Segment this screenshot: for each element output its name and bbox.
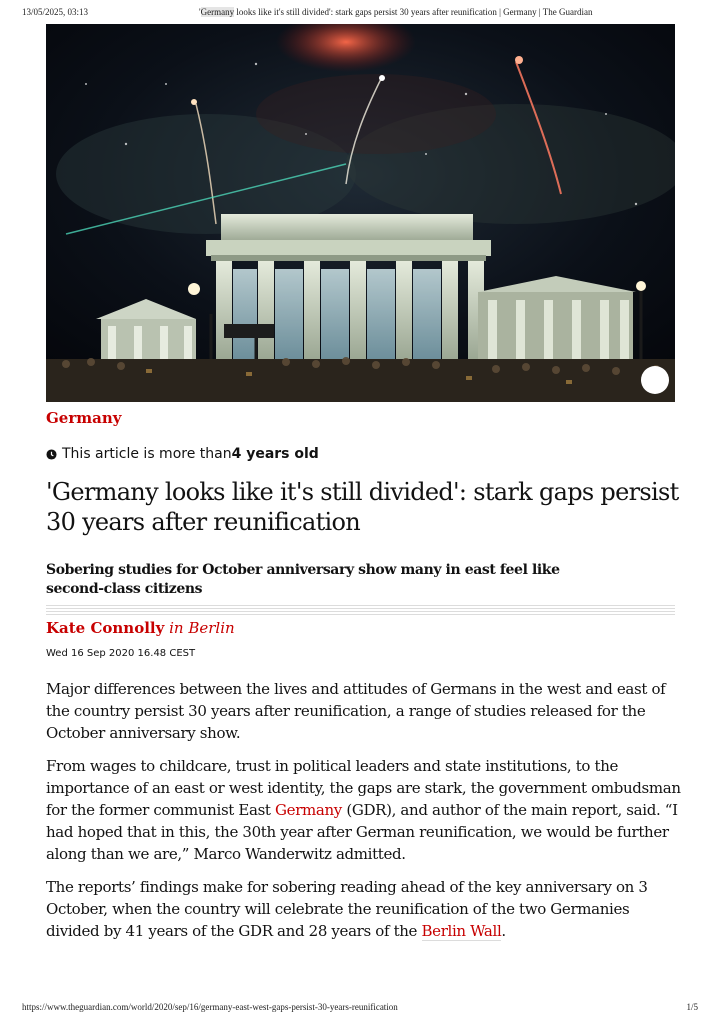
berlin-wall-link[interactable]: Berlin Wall xyxy=(421,922,502,940)
paragraph-text: The reports’ findings make for sobering reading ahead of the key anniversary on 3 October, when the country will celebrate the reunification of the two Germanies divided by 41 years of the GDR and 28 years of the xyxy=(46,878,648,940)
article-body xyxy=(46,678,686,953)
clock-icon xyxy=(46,449,57,460)
germany-link[interactable]: Germany xyxy=(275,801,342,819)
right-guardhouse xyxy=(478,292,633,367)
print-title-rest: looks like it's still divided': stark gaps persist 30 years after reunification | Germany | The Guardian xyxy=(234,7,593,17)
byline xyxy=(46,619,235,637)
publish-date: Wed 16 Sep 2020 16.48 CEST xyxy=(46,648,196,659)
brandenburg-gate-illustration xyxy=(46,24,675,402)
divider-rules xyxy=(46,605,675,617)
paragraph-text: From wages to childcare, trust in political leaders and state institutions, to the importance of an east or west identity, the gaps are stark, the government ombudsman for the former communist East xyxy=(46,757,681,819)
print-footer xyxy=(22,1002,698,1016)
print-title-prefix: ' xyxy=(199,7,201,17)
print-title xyxy=(199,7,592,17)
age-notice-prefix: This article is more than xyxy=(62,446,232,462)
paragraph xyxy=(46,755,686,865)
author-link[interactable]: Kate Connolly xyxy=(46,619,165,637)
paragraph: Major differences between the lives and attitudes of Germans in the west and east of the country persist 30 years after reunification, a range of studies released for the October anniversary show. xyxy=(46,680,666,742)
section-label-germany[interactable]: Germany xyxy=(46,409,122,427)
paragraph-text: . xyxy=(501,922,506,940)
standfirst: Sobering studies for October anniversary show many in east feel like second-class citizens xyxy=(46,562,560,597)
paragraph xyxy=(46,876,686,942)
headline: 'Germany looks like it's still divided': stark gaps persist 30 years after reunification xyxy=(46,478,679,536)
paragraph-text: (GDR), and author of the main report, said. “I had hoped that in this, the 30th year after German reunification, we would be further along than we are,” Marco Wanderwitz admitted. xyxy=(46,801,678,863)
print-header xyxy=(22,7,698,21)
hero-image xyxy=(46,24,675,402)
gate-attic xyxy=(221,214,473,242)
byline-location: in Berlin xyxy=(169,619,235,637)
article-age-notice xyxy=(46,446,319,462)
age-notice-age: 4 years old xyxy=(231,446,319,462)
expand-image-button[interactable] xyxy=(641,366,669,394)
print-url: https://www.theguardian.com/world/2020/sep/16/germany-east-west-gaps-persist-30-years-reunification xyxy=(22,1002,398,1012)
print-date: 13/05/2025, 03:13 xyxy=(22,7,89,17)
crowd xyxy=(46,359,675,402)
page-number: 1/5 xyxy=(686,1002,698,1012)
print-title-highlight: Germany xyxy=(200,7,235,17)
